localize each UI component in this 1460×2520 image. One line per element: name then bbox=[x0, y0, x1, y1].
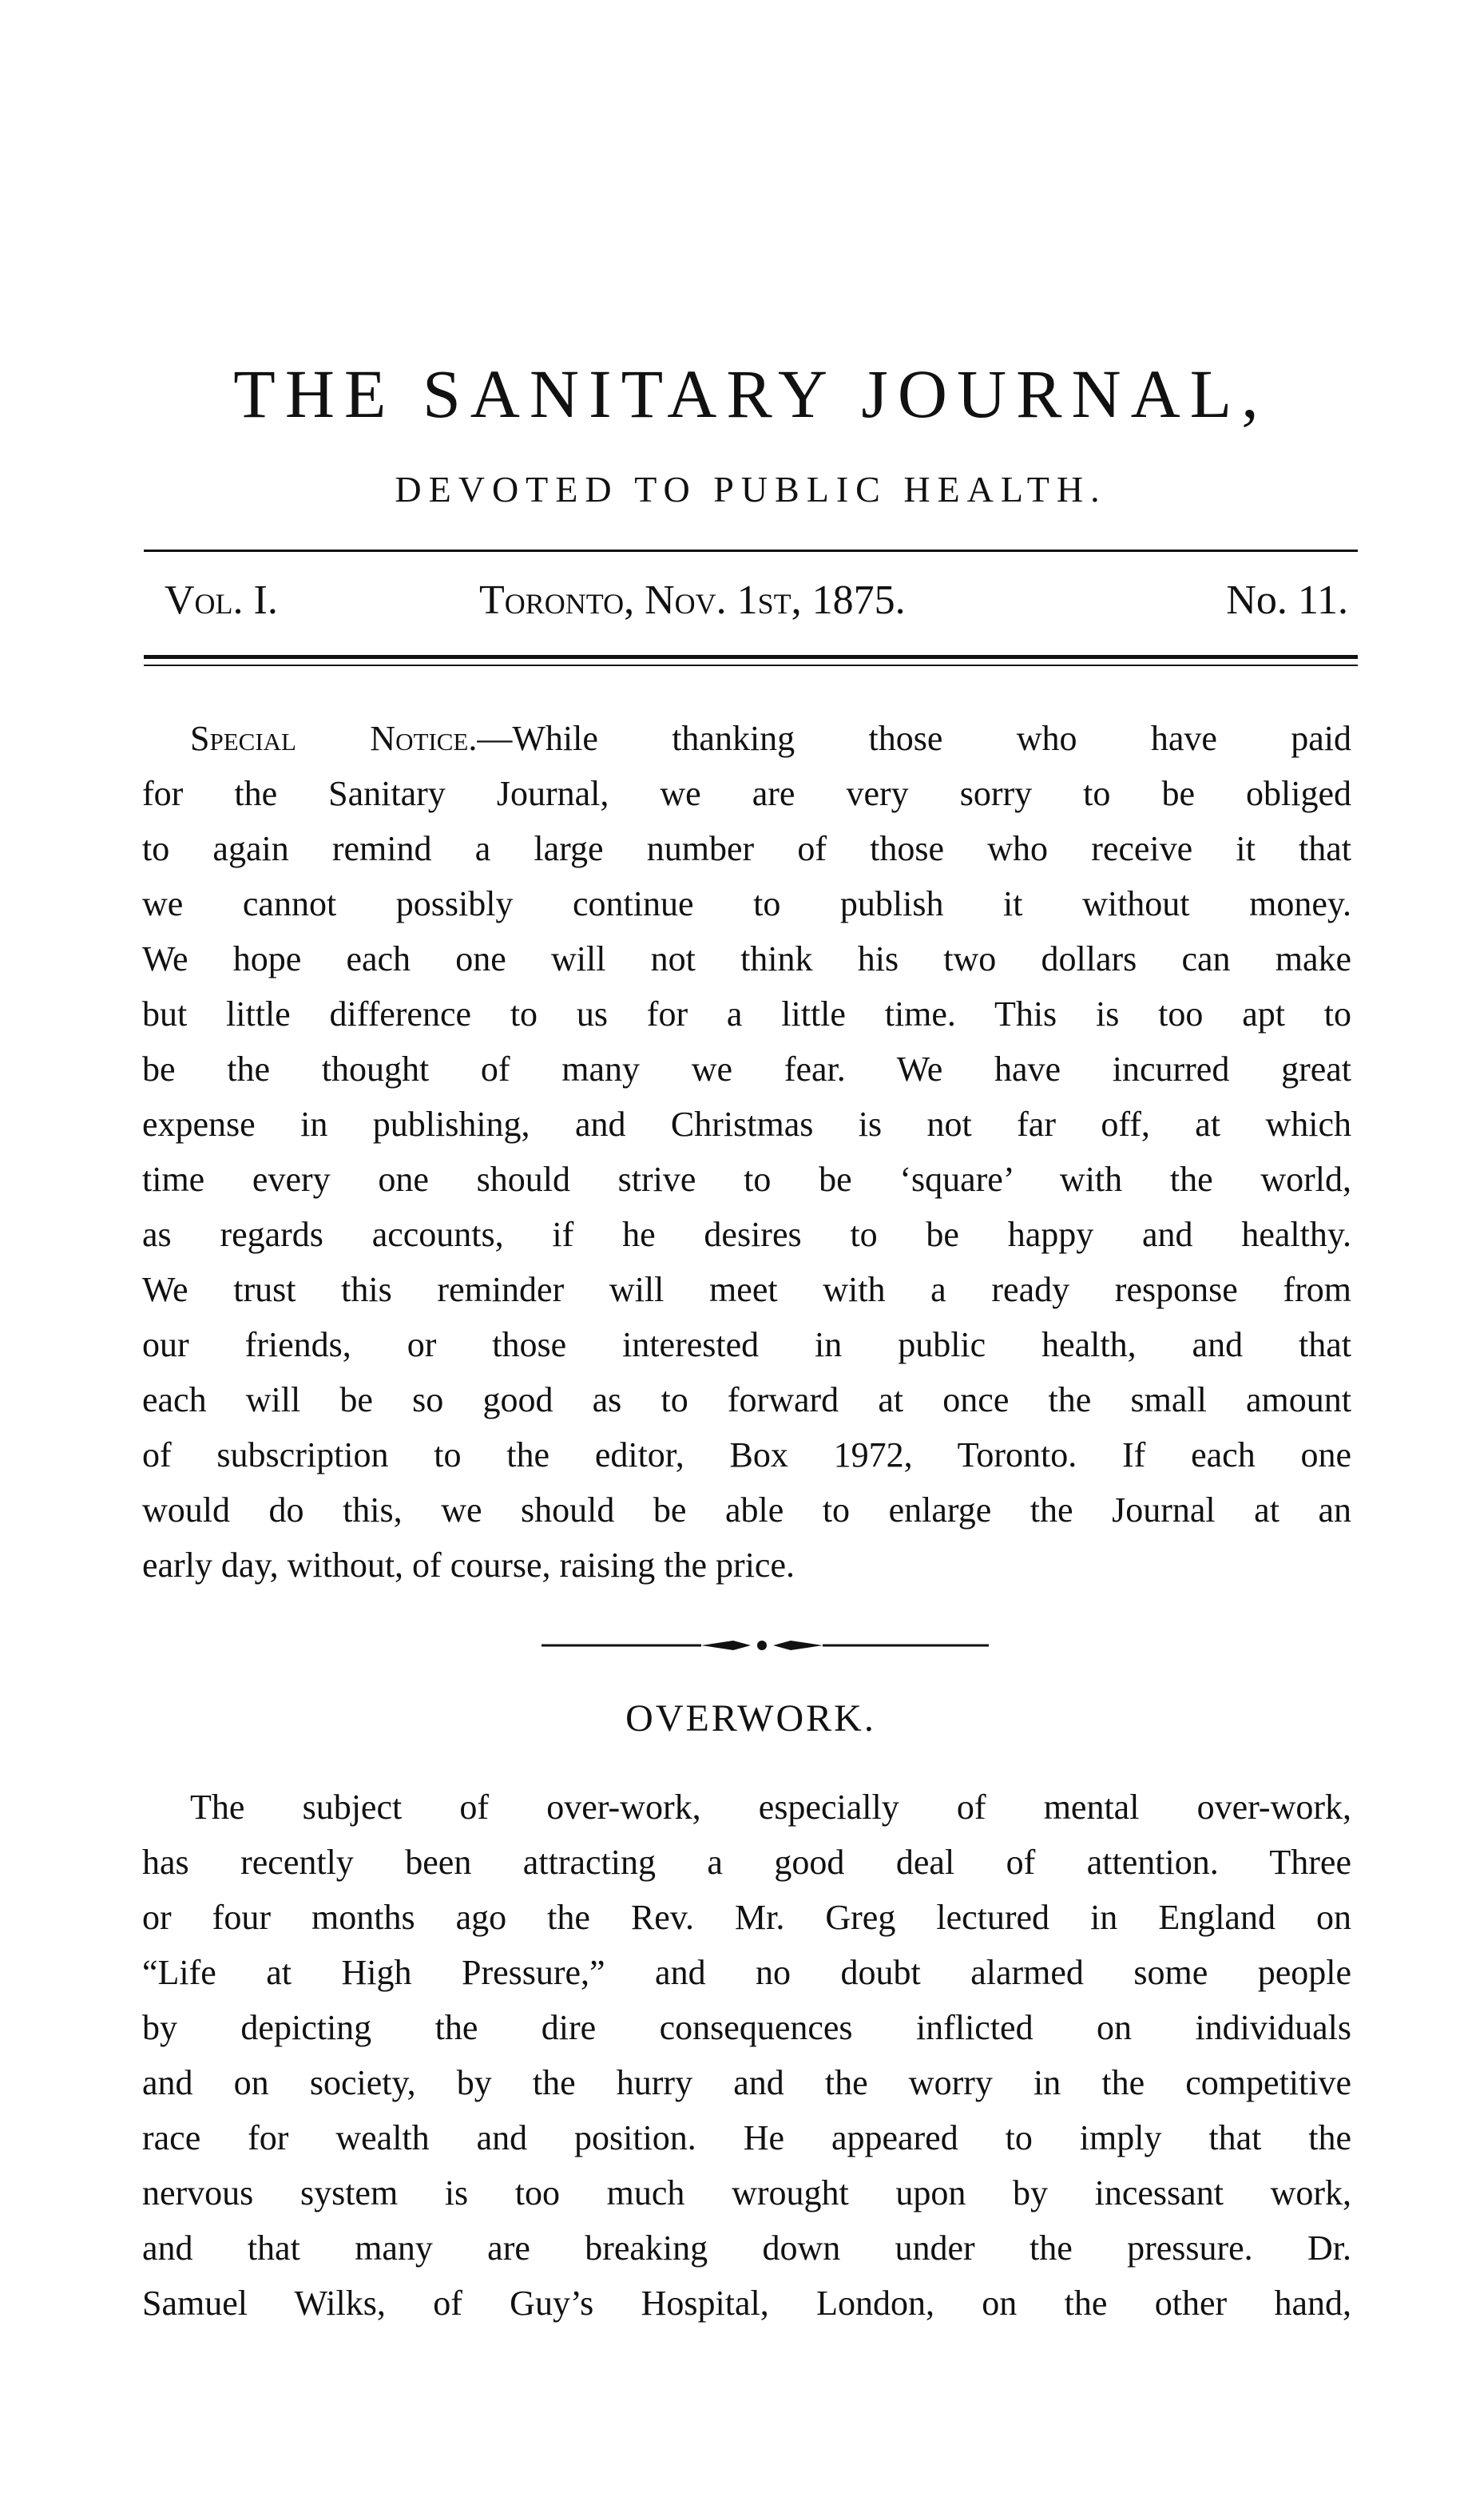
notice-line: but little difference to us for a little time. This is too apt to bbox=[142, 994, 1351, 1034]
article-line: nervous system is too much wrought upon by incessant work, bbox=[142, 2173, 1351, 2212]
masthead-rule-bottom-thin bbox=[144, 665, 1358, 666]
volume-label: Vol. I. bbox=[165, 577, 278, 623]
article-line: race for wealth and position. He appeared to imply that the bbox=[142, 2118, 1351, 2157]
article-line: Samuel Wilks, of Guy’s Hospital, London, on the other hand, bbox=[142, 2284, 1351, 2323]
section-divider-ornament bbox=[542, 1633, 989, 1657]
notice-line: expense in publishing, and Christmas is not far off, at which bbox=[142, 1105, 1351, 1144]
notice-line: for the Sanitary Journal, we are very sorry to be obliged bbox=[142, 774, 1351, 813]
masthead-rule-top bbox=[144, 550, 1358, 552]
special-notice-paragraph bbox=[142, 711, 1351, 1593]
journal-title: THE SANITARY JOURNAL, bbox=[233, 355, 1268, 432]
article-line: by depicting the dire consequences inflicted on individuals bbox=[142, 2008, 1351, 2047]
notice-line: to again remind a large number of those who receive it that bbox=[142, 829, 1351, 868]
notice-line: each will be so good as to forward at once the small amount bbox=[142, 1380, 1351, 1419]
article-line: The subject of over-work, especially of mental over-work, bbox=[190, 1788, 1351, 1827]
notice-line: would do this, we should be able to enlarge the Journal at an bbox=[142, 1490, 1351, 1530]
overwork-paragraph bbox=[142, 1780, 1351, 2331]
article-heading: OVERWORK. bbox=[625, 1697, 876, 1740]
notice-line: Special Notice.—While thanking those who have paid bbox=[190, 719, 1352, 758]
article-line: and that many are breaking down under the pressure. Dr. bbox=[142, 2228, 1351, 2268]
journal-subtitle: DEVOTED TO PUBLIC HEALTH. bbox=[395, 469, 1107, 510]
notice-line: time every one should strive to be ‘square’ with the world, bbox=[142, 1160, 1351, 1199]
masthead-rule-bottom-thick bbox=[144, 655, 1358, 659]
notice-line: our friends, or those interested in public health, and that bbox=[142, 1325, 1351, 1364]
issue-number-label: No. 11. bbox=[1226, 577, 1348, 623]
notice-line: we cannot possibly continue to publish it without money. bbox=[142, 884, 1351, 923]
notice-line: early day, without, of course, raising the price. bbox=[142, 1546, 795, 1585]
notice-line: We hope each one will not think his two dollars can make bbox=[142, 939, 1351, 978]
notice-line: We trust this reminder will meet with a ready response from bbox=[142, 1270, 1351, 1309]
notice-lead: Special Notice. bbox=[190, 719, 478, 758]
notice-line: of subscription to the editor, Box 1972, Toronto. If each one bbox=[142, 1435, 1351, 1474]
notice-line: as regards accounts, if he desires to be happy and healthy. bbox=[142, 1215, 1351, 1254]
article-line: “Life at High Pressure,” and no doubt alarmed some people bbox=[142, 1953, 1351, 1992]
article-line: or four months ago the Rev. Mr. Greg lectured in England on bbox=[142, 1898, 1351, 1937]
place-date-label: Toronto, Nov. 1st, 1875. bbox=[479, 577, 906, 623]
notice-line: be the thought of many we fear. We have incurred great bbox=[142, 1050, 1351, 1089]
article-line: has recently been attracting a good deal of attention. Three bbox=[142, 1843, 1351, 1882]
article-line: and on society, by the hurry and the worry in the competitive bbox=[142, 2063, 1351, 2102]
